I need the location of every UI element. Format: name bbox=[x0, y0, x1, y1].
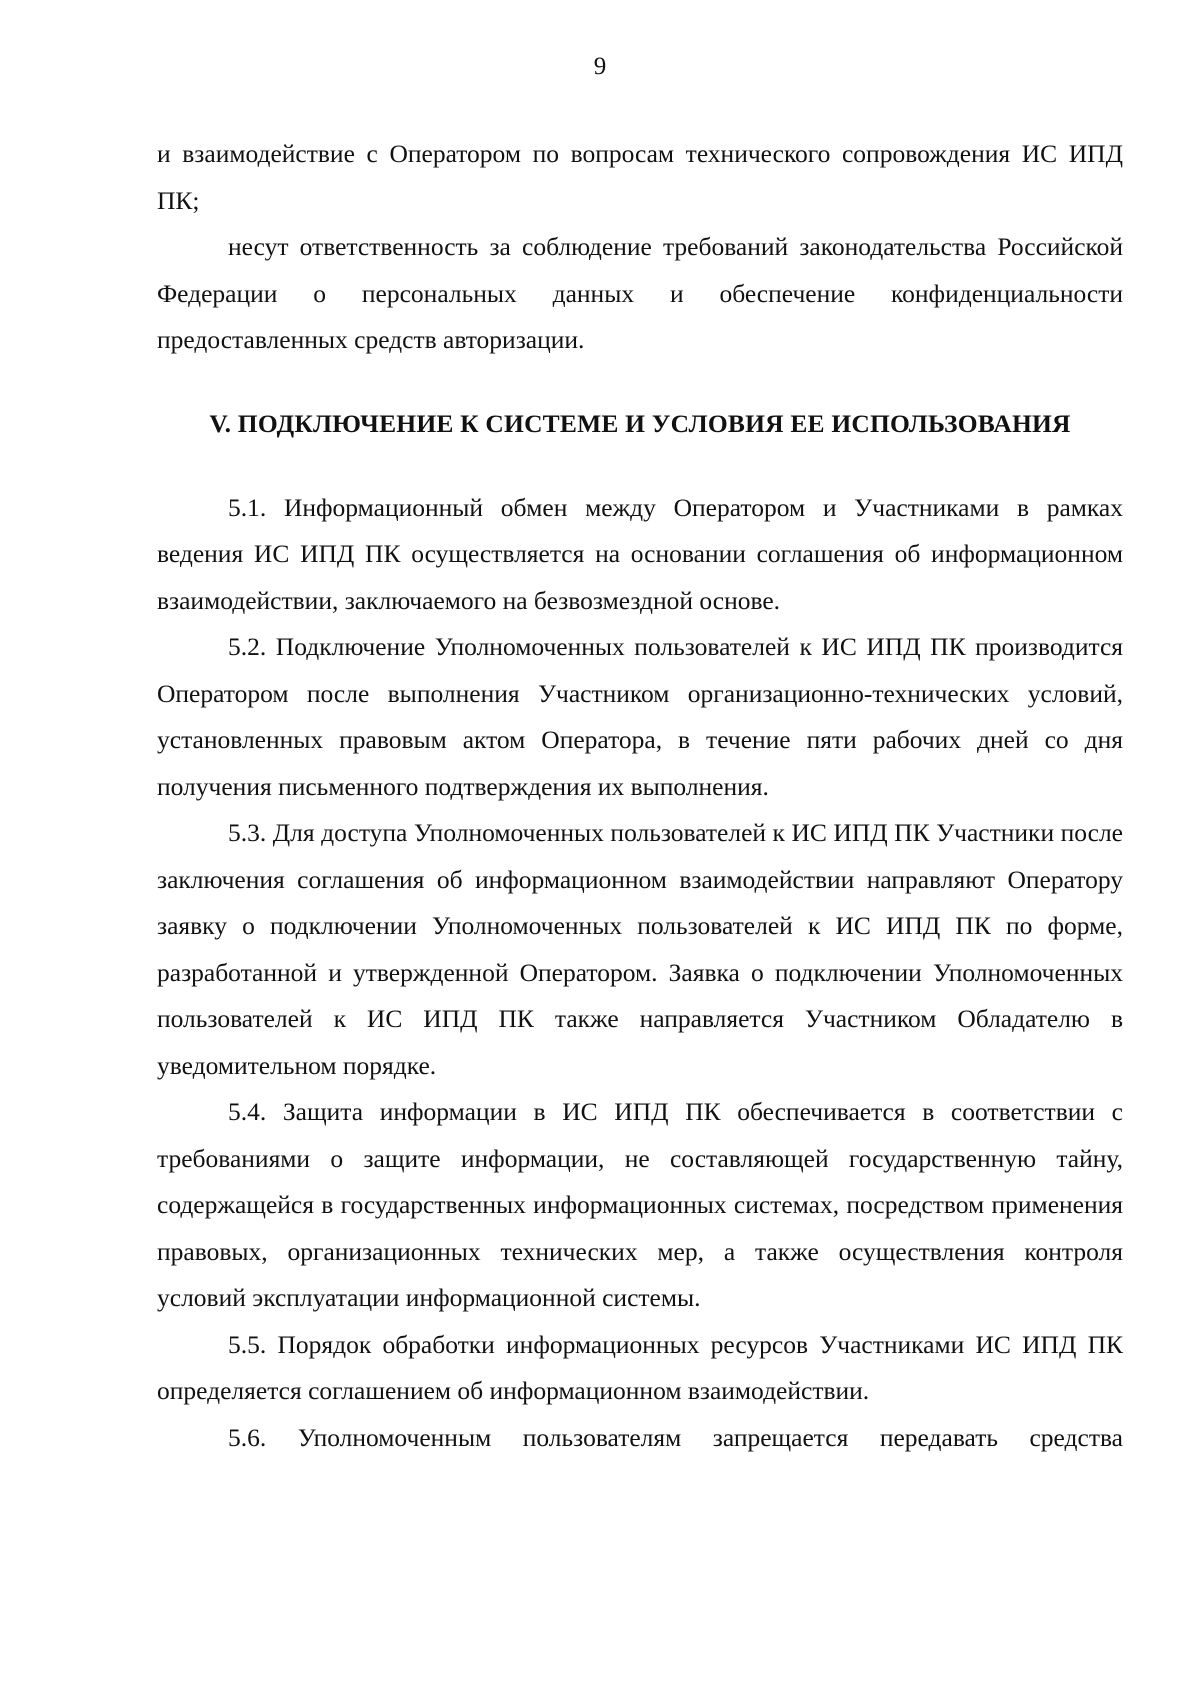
paragraph-5-2: 5.2. Подключение Уполномоченных пользователей к ИС ИПД ПК производится Оператором после выполнения Участником организационно-технических условий, установленных правовым актом Оператора, в течение пяти рабочих дней со дня получения письменного подтверждения их выполнения. bbox=[157, 632, 1123, 801]
paragraph-5-5: 5.5. Порядок обработки информационных ресурсов Участниками ИС ИПД ПК определяется соглашением об информационном взаимодействии. bbox=[157, 1329, 1123, 1405]
paragraph-responsibility: несут ответственность за соблюдение требований законодательства Российской Федерации о персональных данных и обеспечение конфиденциальности предоставленных средств авторизации. bbox=[157, 232, 1123, 354]
paragraph-5-4: 5.4. Защита информации в ИС ИПД ПК обеспечивается в соответствии с требованиями о защите информации, не составляющей государственную тайну, содержащейся в государственных информационных системах, посредством применения правовых, организационных технических мер, а также осуществления контроля условий эксплуатации информационной системы. bbox=[157, 1097, 1123, 1312]
section-heading: V. ПОДКЛЮЧЕНИЕ К СИСТЕМЕ И УСЛОВИЯ ЕЕ ИСПОЛЬЗОВАНИЯ bbox=[209, 408, 1071, 438]
document-body bbox=[157, 131, 1123, 1461]
paragraph-5-1: 5.1. Информационный обмен между Оператором и Участниками в рамках ведения ИС ИПД ПК осуществляется на основании соглашения об информационном взаимодействии, заключаемого на безвозмездной основе. bbox=[157, 492, 1123, 615]
paragraph-5-3: 5.3. Для доступа Уполномоченных пользователей к ИС ИПД ПК Участники после заключения соглашения об информационном взаимодействии направляют Оператору заявку о подключении Уполномоченных пользователей к ИС ИПД ПК по форме, разработанной и утвержденной Оператором. Заявка о подключении Уполномоченных пользователей к ИС ИПД ПК также направляется Участником Обладателю в уведомительном порядке. bbox=[157, 818, 1123, 1080]
page-number: 9 bbox=[593, 53, 607, 80]
paragraph-continuation: и взаимодействие с Оператором по вопросам технического сопровождения ИС ИПД ПК; bbox=[157, 139, 1123, 215]
paragraph-5-6: 5.6. Уполномоченным пользователям запрещается передавать средства bbox=[228, 1422, 1123, 1452]
